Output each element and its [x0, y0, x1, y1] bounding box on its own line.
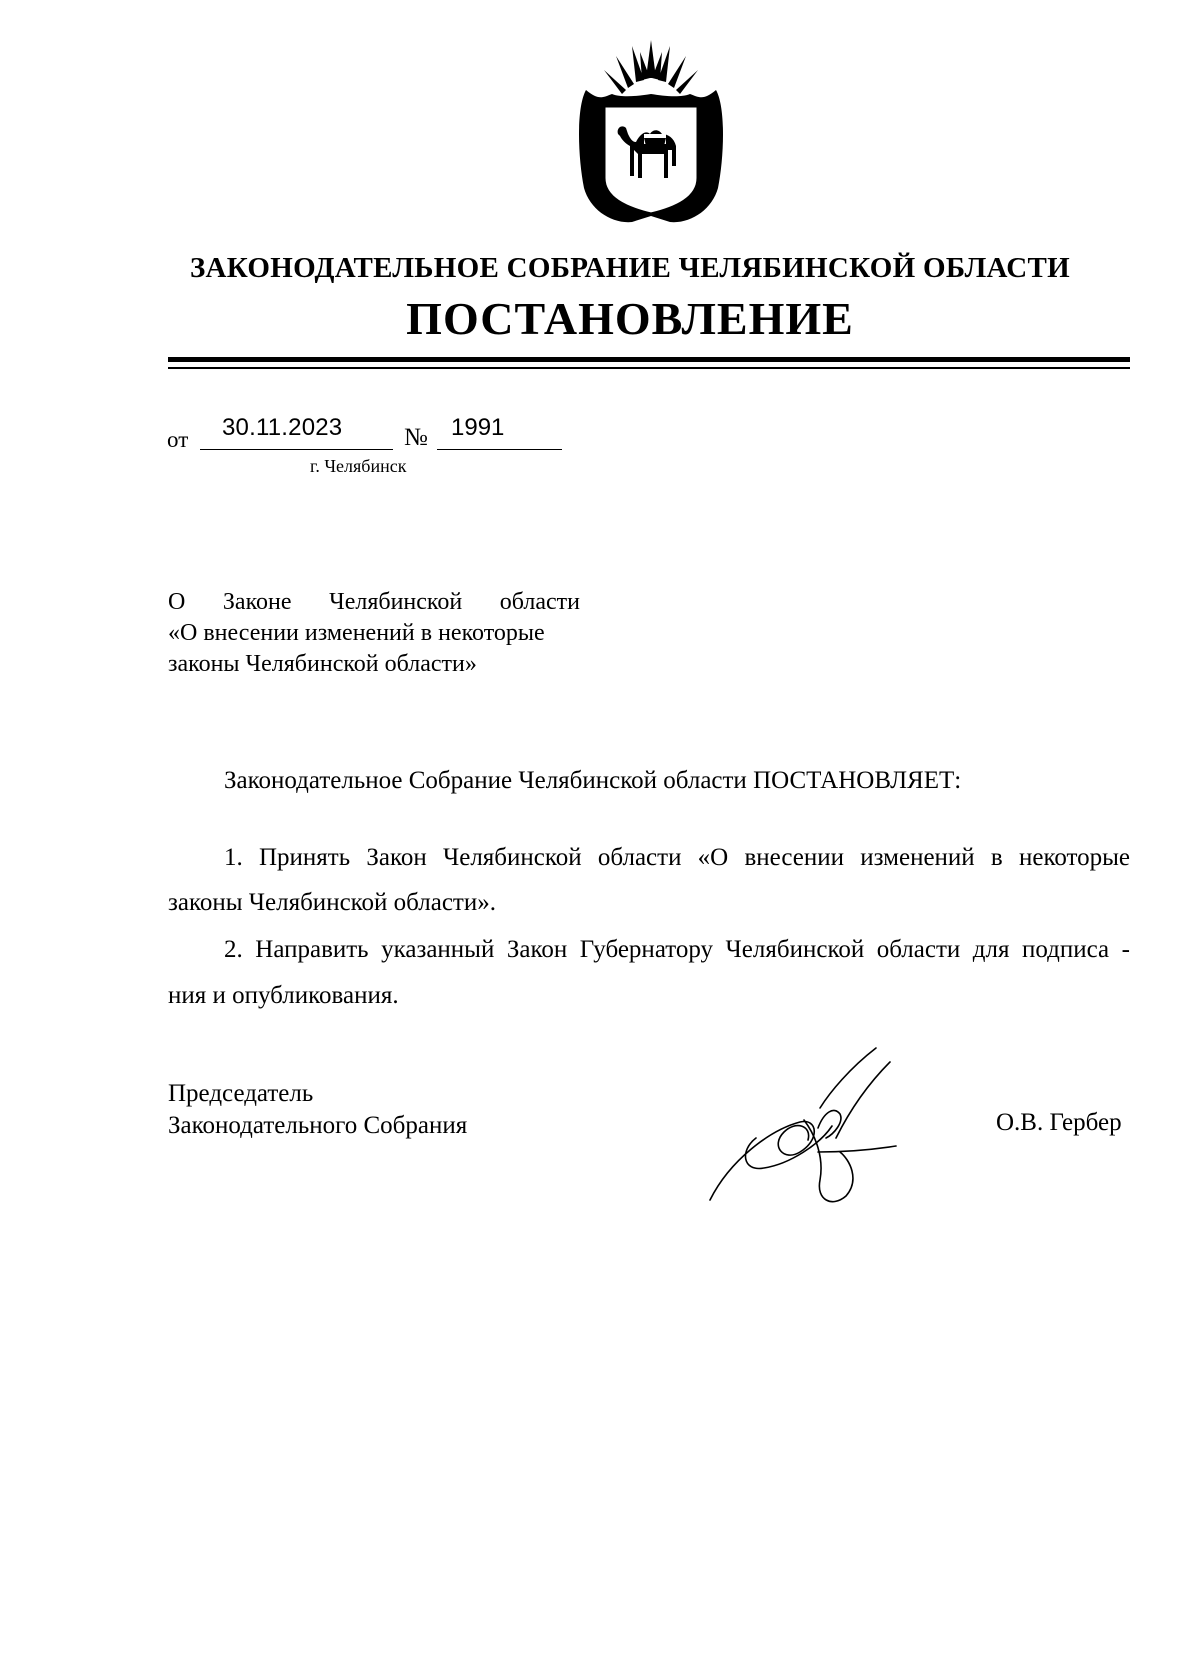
subject-line-1: О Законе Челябинской области: [168, 589, 580, 615]
signatory-title-line-2: Законодательного Собрания: [168, 1112, 468, 1139]
document-type: ПОСТАНОВЛЕНИЕ: [406, 293, 854, 344]
header-rule-thin: [168, 367, 1130, 369]
item-1-line-2: законы Челябинской области».: [168, 889, 496, 916]
date-underline: [200, 449, 393, 450]
item-2-line-2: ния и опубликования.: [168, 982, 399, 1009]
city: г. Челябинск: [310, 456, 407, 476]
signatory-title: [168, 1078, 467, 1142]
header-rule-thick: [168, 357, 1130, 362]
preamble: Законодательное Собрание Челябинской области ПОСТАНОВЛЯЕТ:: [224, 767, 962, 794]
document-date: 30.11.2023: [222, 414, 343, 441]
document-subject: [168, 587, 580, 680]
signatory-title-line-1: Председатель: [168, 1080, 314, 1107]
date-prefix: от: [167, 427, 189, 452]
item-2-line-1: 2. Направить указанный Закон Губернатору Челябинской области для подписа -: [224, 936, 1130, 963]
document-number: 1991: [451, 414, 505, 441]
organization-name: ЗАКОНОДАТЕЛЬНОЕ СОБРАНИЕ ЧЕЛЯБИНСКОЙ ОБЛАСТИ: [189, 252, 1071, 284]
signatory-name: О.В. Гербер: [996, 1109, 1122, 1136]
subject-line-2: «О внесении изменений в некоторые: [168, 620, 545, 646]
item-1-line-1: 1. Принять Закон Челябинской области «О внесении изменений в некоторые: [224, 844, 1130, 871]
subject-line-3: законы Челябинской области»: [168, 651, 477, 677]
number-prefix: №: [404, 424, 428, 451]
handwritten-signature-icon: [700, 1040, 950, 1215]
coat-of-arms-icon: [572, 38, 730, 228]
number-underline: [437, 449, 562, 450]
